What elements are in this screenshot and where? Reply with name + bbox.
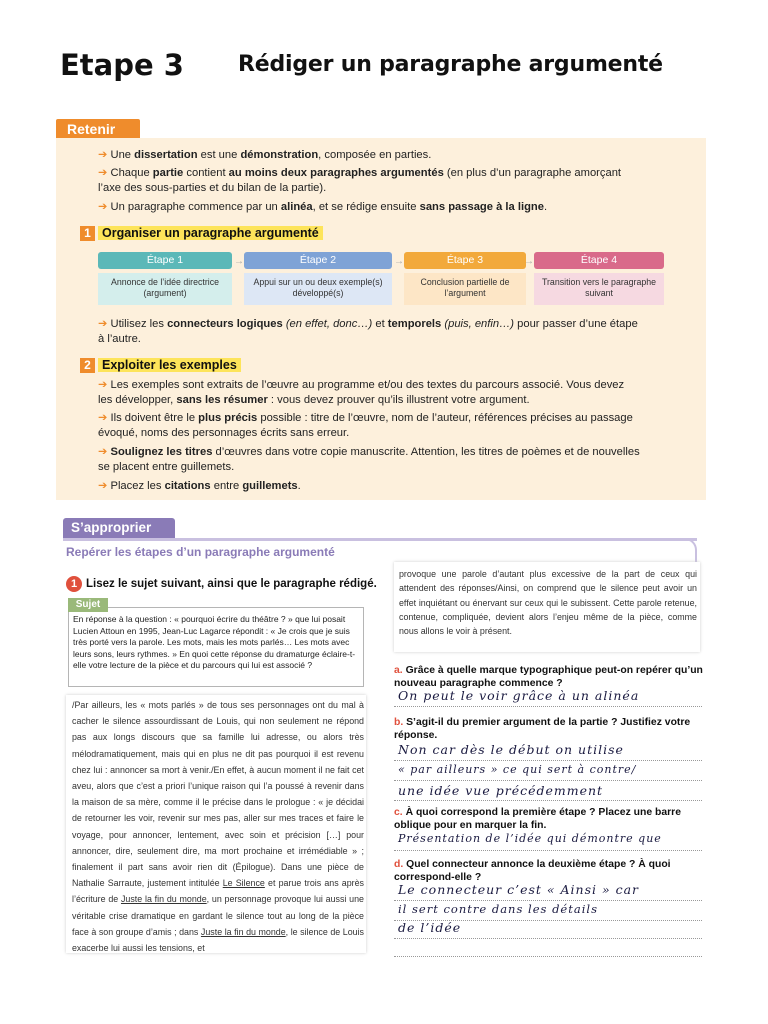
answer-line bbox=[394, 956, 702, 957]
question-c bbox=[394, 806, 704, 832]
page-title: Rédiger un paragraphe argumenté bbox=[238, 52, 663, 77]
paragraph-part: , le silence de Louis exacerbe lui aussi les tensions, et bbox=[72, 926, 364, 954]
text-run: connecteurs logiques bbox=[167, 318, 283, 330]
arrow-bullet-icon: ➔ bbox=[98, 201, 111, 213]
question-letter: d. bbox=[394, 859, 404, 870]
step-4-label: Étape 4 bbox=[534, 252, 664, 269]
section-1-title: Organiser un paragraphe argumenté bbox=[98, 226, 323, 240]
step-arrow-icon: → bbox=[394, 256, 404, 267]
text-run: plus précis bbox=[198, 412, 258, 424]
text-run: sans les résumer bbox=[176, 394, 268, 406]
answer-line bbox=[394, 850, 702, 851]
answer-line bbox=[394, 706, 702, 707]
question-d bbox=[394, 858, 704, 884]
text-run: dissertation bbox=[134, 149, 198, 161]
question-a bbox=[394, 664, 704, 690]
sujet-text: En réponse à la question : « pourquoi écrire du théâtre ? » que lui posait Lucien Attoun en 1995, Jean-Luc Lagarce répondit : « Je crois que je suis très porté vers la parole. Les mots, mais les mots parlés… Les mots avec leurs sons, leurs rythmes. » En quoi cette réponse du dramaturge éclaire-t-elle votre lecture de la pièce et du parcours qui lui est associé ? bbox=[73, 614, 356, 670]
text-run: alinéa bbox=[280, 201, 313, 213]
handwritten-answer[interactable]: Présentation de l’idée qui démontre que bbox=[398, 832, 662, 845]
text-run: citations bbox=[164, 480, 211, 492]
handwritten-answer[interactable]: On peut le voir grâce à un alinéa bbox=[398, 688, 640, 703]
text-run: se placent entre guillemets. bbox=[98, 461, 235, 473]
exemples-line-7 bbox=[98, 479, 301, 494]
text-run: Placez les bbox=[110, 480, 165, 492]
text-run: , composée en parties. bbox=[318, 149, 432, 161]
step-arrow-icon: → bbox=[234, 256, 244, 267]
step-diagram bbox=[98, 252, 664, 308]
step-1-text: Annonce de l’idée directrice (argument) bbox=[98, 273, 232, 305]
text-run: (en plus d’un paragraphe amorçant bbox=[443, 167, 622, 179]
step-2 bbox=[244, 252, 392, 305]
section-1-heading bbox=[80, 226, 323, 243]
paragraph-part: , un personnage provoque lui aussi une véritable crise dramatique en gardant le silence tout au long de la pièce face à son groupe d’amis ; dans bbox=[72, 894, 364, 937]
text-run: guillemets bbox=[242, 480, 298, 492]
answer-line bbox=[394, 938, 702, 939]
retenir-bullet-2-cont bbox=[98, 181, 326, 196]
handwritten-answer[interactable]: « par ailleurs » ce qui sert à contre/ bbox=[398, 763, 637, 776]
question-text: À quoi correspond la première étape ? Placez une barre oblique pour en marquer la fin. bbox=[394, 807, 682, 831]
arrow-bullet-icon: ➔ bbox=[98, 167, 111, 179]
work-title: Juste la fin du monde bbox=[200, 926, 286, 937]
handwritten-answer[interactable]: de l’idée bbox=[398, 920, 462, 935]
question-letter: b. bbox=[394, 717, 404, 728]
text-run: . bbox=[543, 201, 548, 213]
step-4-text: Transition vers le paragraphe suivant bbox=[534, 273, 664, 305]
step-2-text: Appui sur un ou deux exemple(s) développé(s) bbox=[244, 273, 392, 305]
text-run: pour passer d’une étape bbox=[514, 318, 638, 330]
paragraph-continuation: provoque une parole d’autant plus excessive de la part de ceux qui attendent des réponses/Ainsi, on comprend que le silence peut avoir un effet inquiétant ou énervant sur ceux qui le subissent. Cette parole retenue, contenue, compliquée, devient alors l’enjeu même de la pièce, comme nous allons le voir à présent. bbox=[399, 569, 697, 637]
text-run: d’œuvres dans votre copie manuscrite. Attention, les titres de poèmes et de nouvelles bbox=[212, 446, 640, 458]
answer-line bbox=[394, 780, 702, 781]
exemples-line-2 bbox=[98, 393, 530, 408]
text-run: démonstration bbox=[240, 149, 319, 161]
text-run: entre bbox=[210, 480, 243, 492]
exemples-line-1 bbox=[98, 378, 624, 393]
exemples-line-3 bbox=[98, 411, 633, 426]
question-1-number: 1 bbox=[66, 576, 82, 592]
exemples-line-6 bbox=[98, 460, 234, 475]
text-run: l’axe des sous-parties et du bilan de la partie). bbox=[98, 182, 327, 194]
text-run: au moins deux paragraphes argumentés bbox=[228, 167, 444, 179]
text-run: évoqué, noms des personnages écrits sans erreur. bbox=[98, 427, 350, 439]
text-run: : vous devez prouver qu’ils illustrent votre argument. bbox=[267, 394, 530, 406]
question-b bbox=[394, 716, 704, 742]
retenir-bullet-3 bbox=[98, 200, 547, 215]
approprier-tab: S’approprier bbox=[63, 518, 175, 538]
text-run: Soulignez les titres bbox=[110, 446, 213, 458]
text-run: Une bbox=[110, 149, 135, 161]
handwritten-answer[interactable]: Le connecteur c’est « Ainsi » car bbox=[398, 882, 640, 897]
arrow-bullet-icon: ➔ bbox=[98, 318, 111, 330]
exemples-line-5 bbox=[98, 445, 640, 460]
text-run: temporels bbox=[387, 318, 442, 330]
question-1-text: Lisez le sujet suivant, ainsi que le paragraphe rédigé. bbox=[86, 578, 377, 591]
work-title: Juste la fin du monde bbox=[120, 894, 207, 905]
text-run: . bbox=[297, 480, 301, 492]
answer-line bbox=[394, 800, 702, 801]
retenir-bullet-1 bbox=[98, 148, 431, 163]
handwritten-answer[interactable]: il sert contre dans les détails bbox=[398, 902, 598, 916]
exemples-line-4 bbox=[98, 426, 349, 441]
connecteurs-line-1 bbox=[98, 317, 638, 332]
etape-label: Etape 3 bbox=[60, 48, 184, 82]
text-run: Chaque bbox=[110, 167, 153, 179]
text-run: contient bbox=[183, 167, 229, 179]
paragraph-part: et parue trois ans après l’écriture de bbox=[72, 878, 364, 905]
text-run: Les exemples sont extraits de l’œuvre au programme et/ou des textes du parcours associé. Vous devez bbox=[110, 379, 625, 391]
sujet-tag: Sujet bbox=[68, 598, 108, 612]
section-1-number: 1 bbox=[80, 226, 95, 241]
text-run: Un paragraphe commence par un bbox=[110, 201, 281, 213]
question-1 bbox=[66, 576, 377, 592]
question-letter: c. bbox=[394, 807, 403, 818]
page-header bbox=[0, 0, 768, 110]
text-run: les développer, bbox=[98, 394, 177, 406]
approprier-divider-corner bbox=[680, 538, 697, 562]
step-1-label: Étape 1 bbox=[98, 252, 232, 269]
step-2-label: Étape 2 bbox=[244, 252, 392, 269]
text-run: , et se rédige ensuite bbox=[312, 201, 420, 213]
section-2-number: 2 bbox=[80, 358, 95, 373]
text-run: (puis, enfin…) bbox=[444, 318, 515, 330]
arrow-bullet-icon: ➔ bbox=[98, 446, 111, 458]
text-run: (en effet, donc…) bbox=[285, 318, 373, 330]
section-subtitle: Repérer les étapes d’un paragraphe argumenté bbox=[66, 545, 335, 559]
step-3-text: Conclusion partielle de l’argument bbox=[404, 273, 526, 305]
question-text: Grâce à quelle marque typographique peut-on repérer qu’un nouveau paragraphe commence ? bbox=[394, 665, 703, 689]
answer-line bbox=[394, 900, 702, 901]
step-3 bbox=[404, 252, 526, 305]
paragraph-part: /Par ailleurs, les « mots parlés » de tous ses personnages ont du mal à cacher le silence assourdissant de Louis, qui non seulement ne répond pas aux longs discours que sa famille lui adresse, ou alors très mélodramatiquement, mais qui en plus ne dit pas pourquoi il est revenu chez lui : annoncer sa mort à venir./En effet, à aucun moment il ne fait cet aveu, alors que c’est a priori l’unique raison qui l’a poussé à revenir dans la maison de sa mère, comme il le précise dans le prologue : « je décidai de retourner les voir, revenir sur mes pas, aller sur mes traces et faire le voyage, pour annoncer, lentement, avec soin et précision […] pour annoncer, dire, seulement dire, ma mort prochaine et irrémédiable » ; finalement il part sans avoir rien dit (Épilogue). Dans une pièce de Nathalie Sarraute, justement intitulée bbox=[72, 700, 364, 889]
text-run: possible : titre de l’œuvre, nom de l’auteur, références précises au passage bbox=[257, 412, 633, 424]
question-letter: a. bbox=[394, 665, 403, 676]
arrow-bullet-icon: ➔ bbox=[98, 412, 111, 424]
argument-paragraph bbox=[72, 697, 364, 956]
text-run: à l’autre. bbox=[98, 333, 141, 345]
arrow-bullet-icon: ➔ bbox=[98, 379, 111, 391]
connecteurs-line-2 bbox=[98, 332, 141, 347]
step-1 bbox=[98, 252, 232, 305]
text-run: Ils doivent être le bbox=[110, 412, 199, 424]
question-text: Quel connecteur annonce la deuxième étape ? À quoi correspond-elle ? bbox=[394, 859, 671, 883]
work-title: Le Silence bbox=[222, 878, 265, 889]
step-3-label: Étape 3 bbox=[404, 252, 526, 269]
text-run: est une bbox=[197, 149, 241, 161]
arrow-bullet-icon: ➔ bbox=[98, 480, 111, 492]
question-text: S’agit-il du premier argument de la partie ? Justifiez votre réponse. bbox=[394, 717, 691, 741]
step-4 bbox=[534, 252, 664, 305]
section-2-title: Exploiter les exemples bbox=[98, 358, 241, 372]
retenir-bullet-2 bbox=[98, 166, 621, 181]
retenir-tab: Retenir bbox=[56, 119, 140, 139]
handwritten-answer[interactable]: une idée vue précédemment bbox=[398, 783, 604, 798]
answer-line bbox=[394, 760, 702, 761]
text-run: partie bbox=[152, 167, 184, 179]
step-arrow-icon: → bbox=[524, 256, 534, 267]
text-run: sans passage à la ligne bbox=[419, 201, 544, 213]
text-run: et bbox=[372, 318, 388, 330]
approprier-divider bbox=[63, 538, 697, 541]
handwritten-answer[interactable]: Non car dès le début on utilise bbox=[398, 742, 624, 757]
text-run: Utilisez les bbox=[110, 318, 168, 330]
section-2-heading bbox=[80, 358, 241, 375]
arrow-bullet-icon: ➔ bbox=[98, 149, 111, 161]
